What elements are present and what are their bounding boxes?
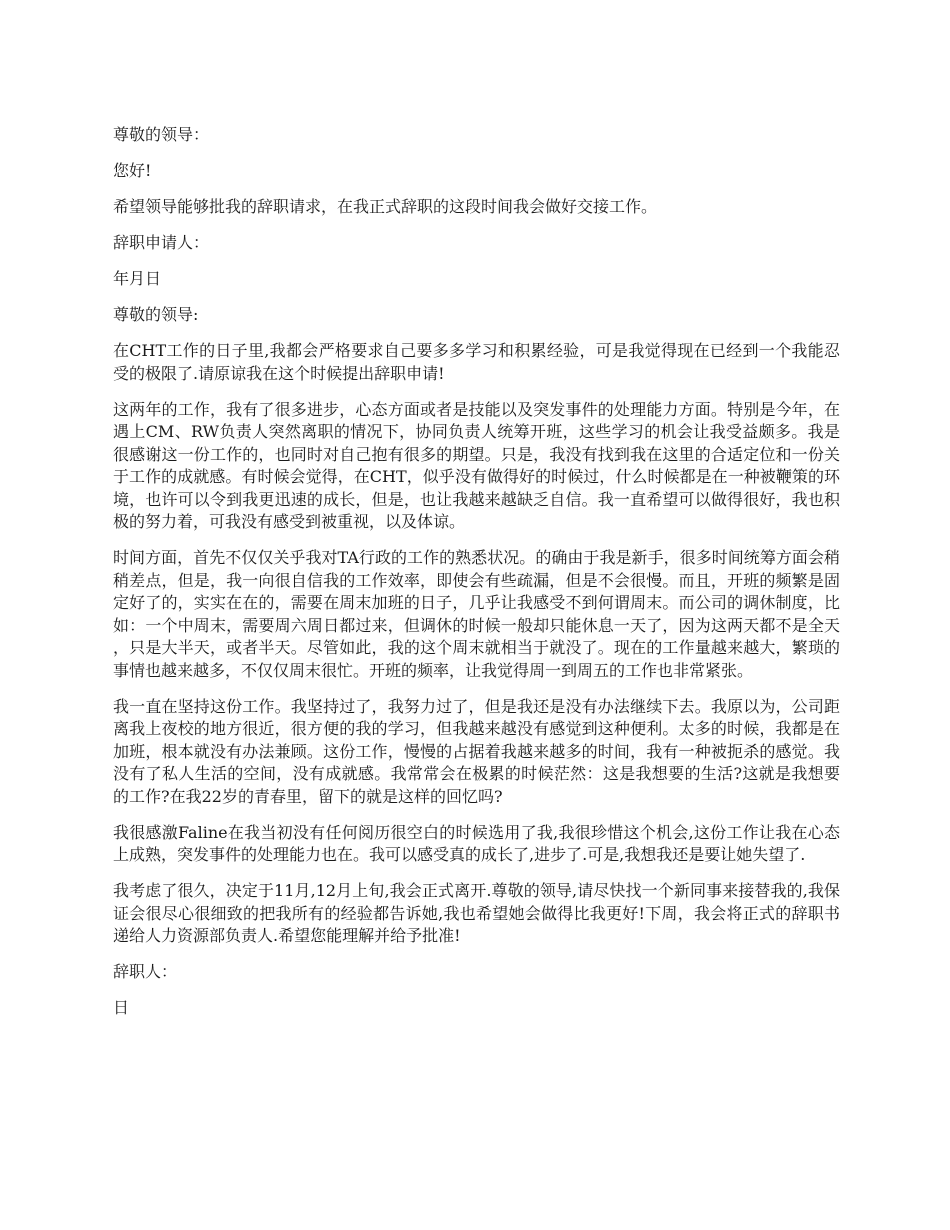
closing-date-line: 日	[113, 998, 130, 1017]
resigner-signature-label: 辞职人：	[113, 962, 178, 981]
body-paragraph: 在CHT工作的日子里,我都会严格要求自己要多多学习和积累经验，可是我觉得现在已经到一个我能忍受的极限了.请原谅我在这个时候提出辞职申请!	[113, 341, 840, 383]
salutation: 尊敬的领导：	[113, 125, 210, 144]
second-salutation: 尊敬的领导:	[113, 305, 199, 324]
date-line: 年月日	[113, 269, 162, 288]
body-paragraph: 我考虑了很久，决定于11月,12月上旬,我会正式离开.尊敬的领导,请尽快找一个新同事来接替我的,我保证会很尽心很细致的把我所有的经验都告诉她,我也希望她会做得比我更好!下周，我会将正式的辞职书递给人力资源部负责人.希望您能理解并给予批准!	[113, 881, 840, 945]
greeting: 您好!	[113, 161, 152, 180]
body-paragraph: 我一直在坚持这份工作。我坚持过了，我努力过了，但是我还是没有办法继续下去。我原以为，公司距离我上夜校的地方很近，很方便的我的学习，但我越来越没有感觉到这种便利。太多的时候，我都是在加班，根本就没有办法兼顾。这份工作，慢慢的占据着我越来越多的时间，我有一种被扼杀的感觉。我没有了私人生活的空间，没有成就感。我常常会在极累的时候茫然：这是我想要的生活?这就是我想要的工作?在我22岁的青春里，留下的就是这样的回忆吗?	[113, 696, 840, 806]
request-paragraph: 希望领导能够批我的辞职请求，在我正式辞职的这段时间我会做好交接工作。	[113, 197, 658, 216]
resignation-letter	[113, 124, 840, 1033]
body-paragraph: 这两年的工作，我有了很多进步，心态方面或者是技能以及突发事件的处理能力方面。特别是今年，在遇上CM、RW负责人突然离职的情况下，协同负责人统筹开班，这些学习的机会让我受益颇多。我是很感谢这一份工作的，也同时对自己抱有很多的期望。只是，我没有找到我在这里的合适定位和一份关于工作的成就感。有时候会觉得，在CHT，似乎没有做得好的时候过，什么时候都是在一种被鞭策的环境，也许可以令到我更迅速的成长，但是，也让我越来越缺乏自信。我一直希望可以做得很好，我也积极的努力着，可我没有感受到被重视，以及体谅。	[113, 399, 840, 531]
body-paragraph: 时间方面，首先不仅仅关乎我对TA行政的工作的熟悉状况。的确由于我是新手，很多时间统筹方面会稍稍差点，但是，我一向很自信我的工作效率，即使会有些疏漏，但是不会很慢。而且，开班的频繁是固定好了的，实实在在的，需要在周末加班的日子，几乎让我感受不到何谓周末。而公司的调休制度，比如：一个中周末，需要周六周日都过来，但调休的时候一般却只能休息一天了，因为这两天都不是全天，只是大半天，或者半天。尽管如此，我的这个周末就相当于就没了。现在的工作量越来越大，繁琐的事情也越来越多，不仅仅周末很忙。开班的频率，让我觉得周一到周五的工作也非常紧张。	[113, 548, 840, 680]
body-paragraph: 我很感激Faline在我当初没有任何阅历很空白的时候选用了我,我很珍惜这个机会,这份工作让我在心态上成熟，突发事件的处理能力也在。我可以感受真的成长了,进步了.可是,我想我还是要让她失望了.	[113, 822, 840, 864]
applicant-signature-label: 辞职申请人：	[113, 233, 210, 252]
